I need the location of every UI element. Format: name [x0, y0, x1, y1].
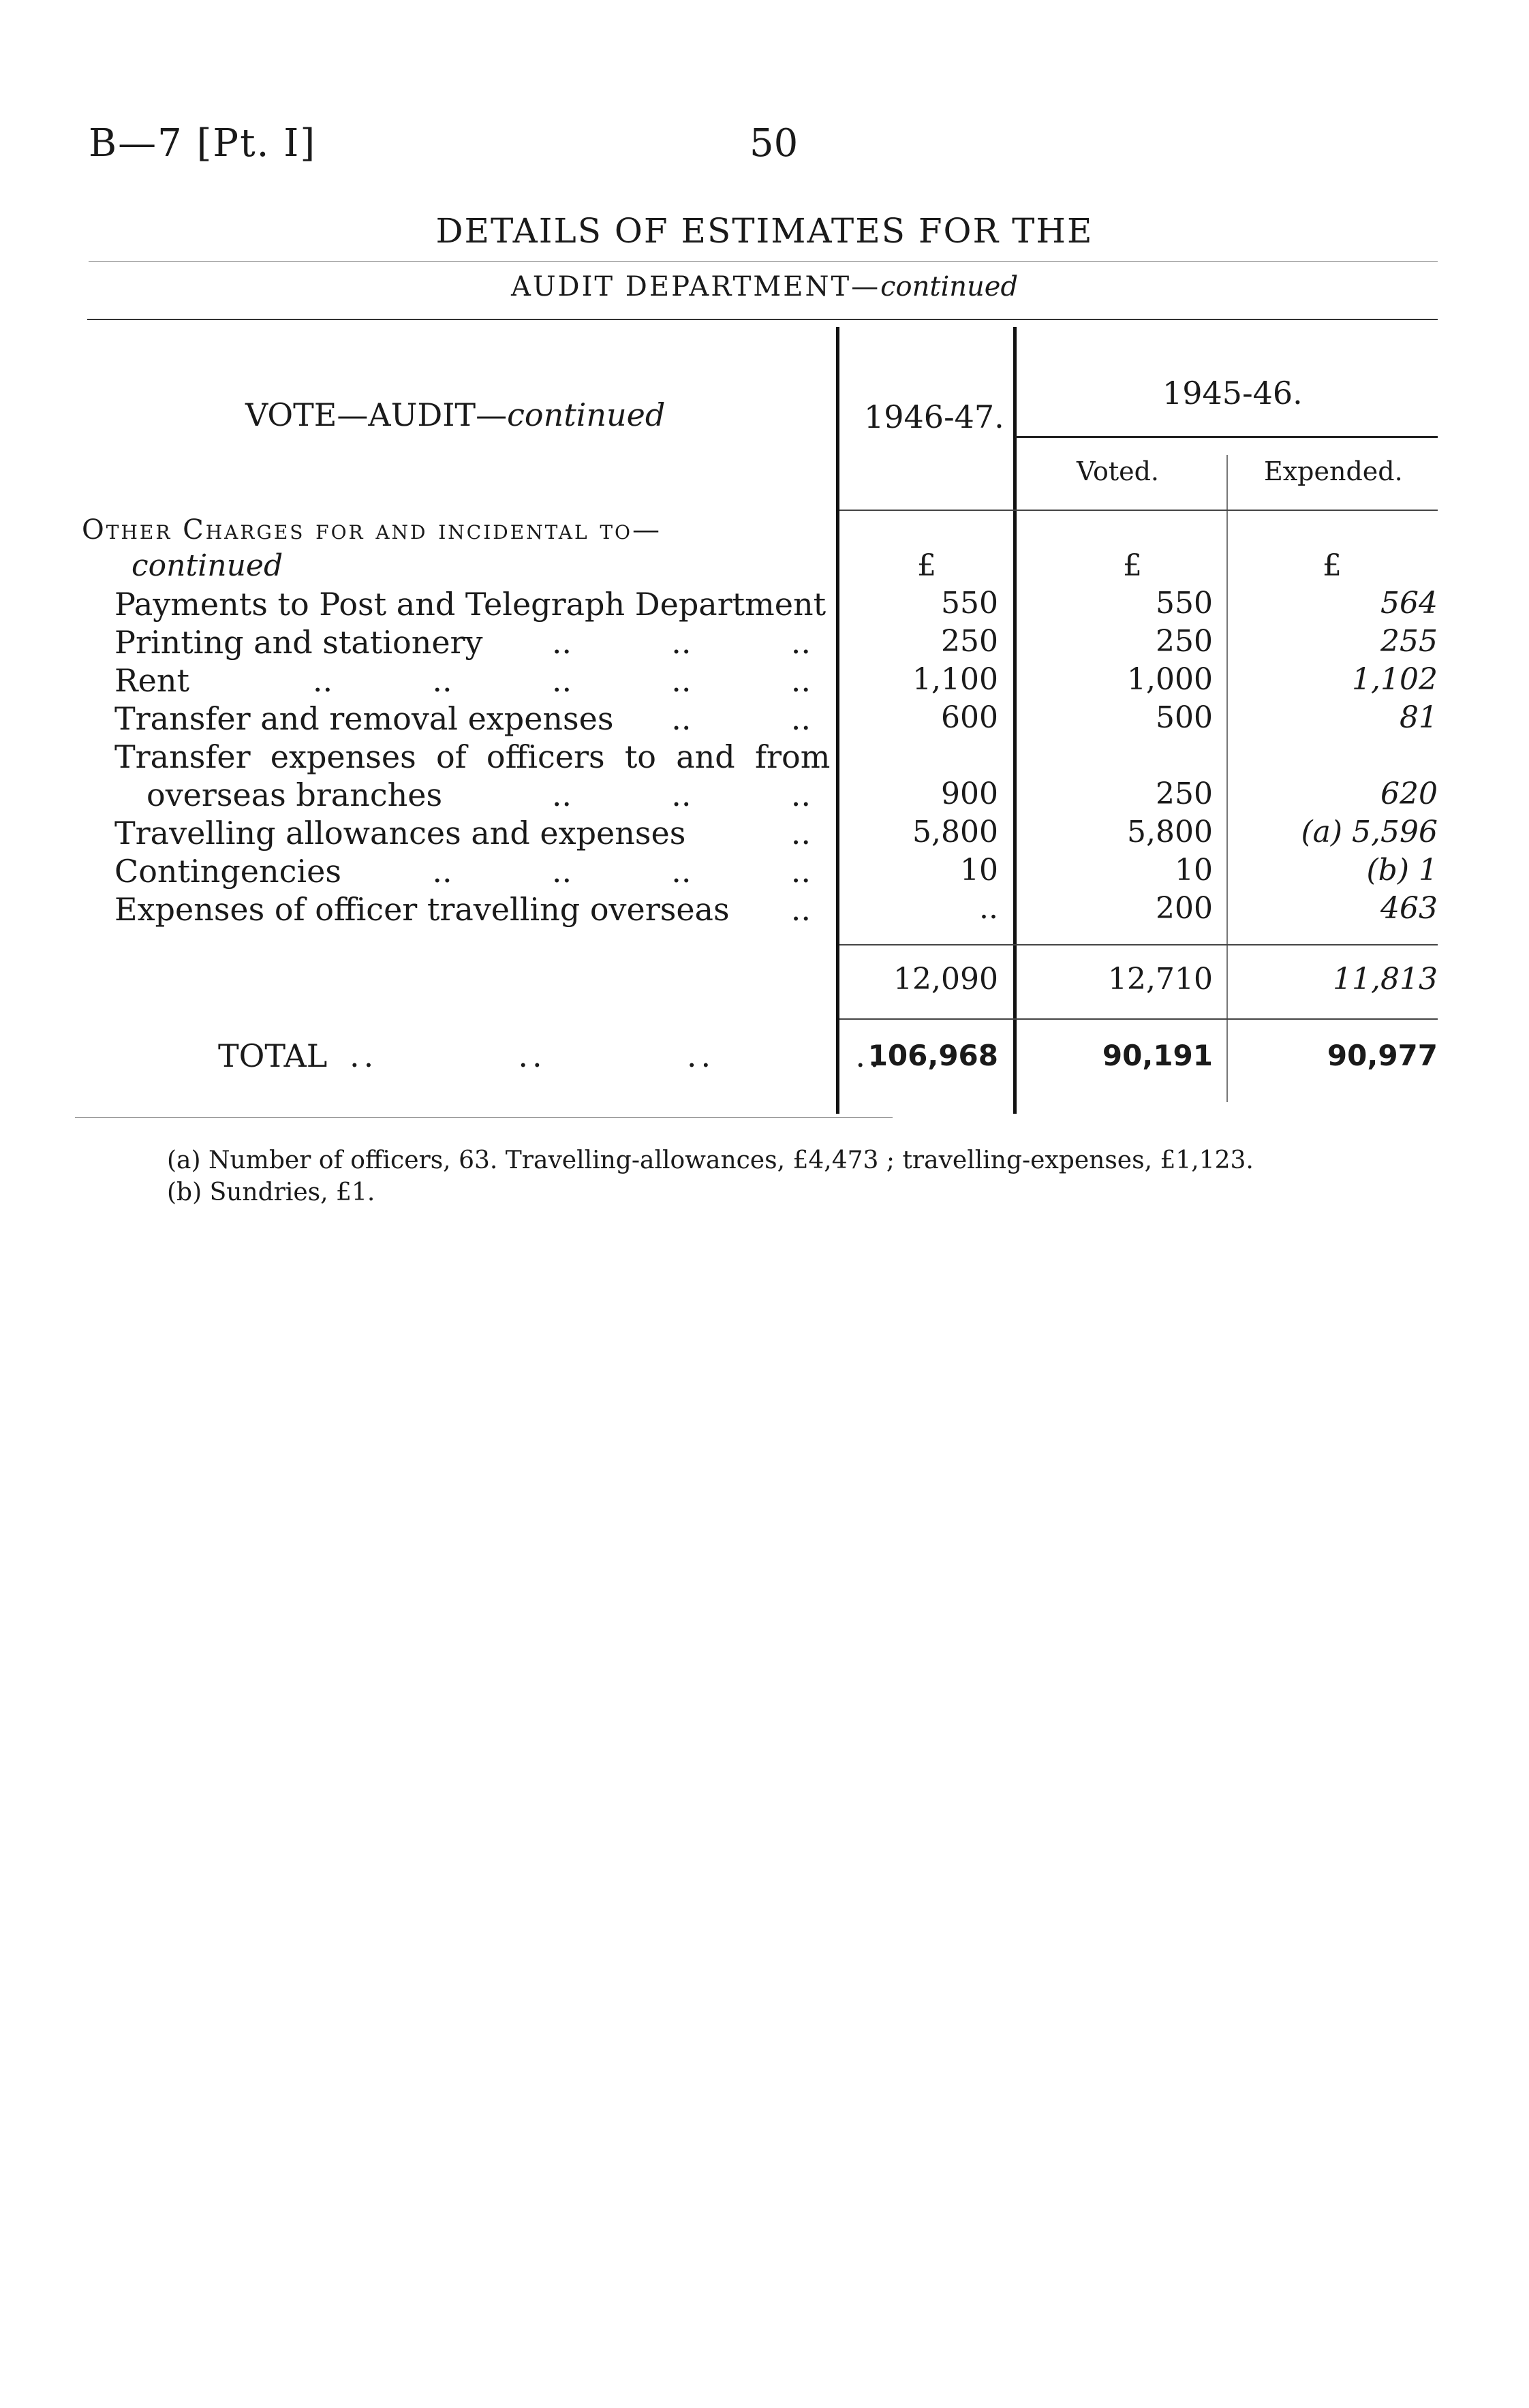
table-bottom-rule: [75, 1117, 893, 1118]
row-leader-dots: .. .. ..: [551, 777, 811, 813]
row-value-expended: (a) 5,596: [1301, 815, 1438, 849]
row-label-text: Payments to Post and Telegraph Department: [114, 586, 827, 623]
page-number: 50: [750, 121, 799, 166]
table-divider-1946: [1013, 327, 1017, 1114]
vote-heading: [245, 396, 665, 433]
column-1946-47: 1946-47.: [864, 398, 1004, 435]
row-value-voted: 250: [1156, 777, 1213, 811]
row-value-expended: 564: [1380, 586, 1438, 621]
vote-heading-main: VOTE—AUDIT—: [245, 396, 508, 433]
row-leader-dots: ..: [790, 815, 811, 851]
document-reference: B—7 [Pt. I]: [89, 121, 317, 166]
row-label: [114, 700, 613, 737]
row-value-voted: 550: [1156, 586, 1213, 621]
table-divider-label: [836, 327, 839, 1114]
row-label: [114, 853, 341, 890]
row-label-text: Transfer and removal expenses: [114, 700, 614, 737]
total-expended: 90,977: [1327, 1039, 1438, 1072]
footnote-a: (a) Number of officers, 63. Travelling-allowances, £4,473 ; travelling-expenses, £1,123.: [167, 1146, 1254, 1174]
page-title: DETAILS OF ESTIMATES FOR THE: [435, 211, 1094, 251]
row-value-1946: 1,100: [912, 662, 998, 697]
row-label-text: overseas branches: [146, 777, 443, 813]
row-label: [114, 586, 826, 623]
row-value-expended: 620: [1380, 777, 1438, 811]
row-value-expended: (b) 1: [1366, 853, 1438, 888]
subtitle-continued: continued: [880, 271, 1019, 302]
row-value-voted: 250: [1156, 624, 1213, 659]
row-label-text: Travelling allowances and expenses: [114, 815, 686, 851]
subtotal-expended: 11,813: [1333, 962, 1438, 997]
row-value-expended: 255: [1380, 624, 1438, 659]
row-value-voted: 5,800: [1127, 815, 1213, 849]
department-subtitle: [0, 271, 1529, 302]
row-value-1946: 550: [941, 586, 998, 621]
row-value-voted: 1,000: [1127, 662, 1213, 697]
subtotal-rule-top: [839, 944, 1438, 945]
row-leader-dots: .. .. .. .. ..: [312, 662, 811, 699]
column-expended: Expended.: [1264, 456, 1403, 486]
row-value-expended: 81: [1400, 700, 1438, 735]
section-heading-continued: continued: [132, 548, 283, 583]
header-rule: [87, 319, 1438, 320]
row-value-1946: 5,800: [912, 815, 998, 849]
row-label-text: Transfer expenses of officers to and from: [114, 738, 831, 775]
row-value-expended: 1,102: [1352, 662, 1438, 697]
row-value-1946: 10: [960, 853, 998, 888]
subtotal-voted: 12,710: [1108, 962, 1213, 997]
row-label: [114, 662, 189, 699]
row-leader-dots: .. .. .. ..: [432, 853, 811, 890]
footnote-b: (b) Sundries, £1.: [167, 1178, 375, 1206]
row-label: [146, 777, 442, 813]
subtotal-1946: 12,090: [893, 962, 998, 997]
row-leader-dots: .. ..: [671, 700, 811, 737]
row-value-1946: ..: [979, 891, 998, 926]
currency-voted: £: [1123, 548, 1142, 583]
total-voted: 90,191: [1102, 1039, 1213, 1072]
total-1946: 106,968: [867, 1039, 998, 1072]
year-rule: [1015, 436, 1438, 438]
row-label: [114, 891, 730, 928]
row-label-text: Expenses of officer travelling overseas: [114, 891, 730, 928]
total-label: [218, 1037, 884, 1074]
row-value-voted: 500: [1156, 700, 1213, 735]
total-leader-dots: .. .. .. ..: [349, 1037, 884, 1074]
row-label-text: Rent: [114, 662, 189, 699]
section-heading: Other Charges for and incidental to—: [82, 514, 662, 546]
row-value-1946: 600: [941, 700, 998, 735]
row-value-voted: 10: [1175, 853, 1213, 888]
row-label-text: Contingencies: [114, 853, 341, 890]
row-value-expended: 463: [1380, 891, 1438, 926]
vote-heading-continued: continued: [507, 396, 666, 433]
table-divider-voted: [1226, 455, 1228, 1102]
currency-1946: £: [917, 548, 936, 583]
row-label: [114, 738, 830, 775]
column-header-rule: [839, 510, 1438, 511]
row-value-1946: 900: [941, 777, 998, 811]
column-1945-46: 1945-46.: [1162, 375, 1303, 411]
column-voted: Voted.: [1077, 456, 1159, 486]
subtotal-rule-bottom: [839, 1018, 1438, 1020]
row-leader-dots: .. .. ..: [551, 624, 811, 661]
row-label-text: Printing and stationery: [114, 624, 483, 661]
row-leader-dots: ..: [790, 891, 811, 928]
total-text: TOTAL: [218, 1037, 328, 1074]
row-label: [114, 815, 685, 851]
row-label: [114, 624, 483, 661]
subtitle-main: AUDIT DEPARTMENT—: [510, 271, 881, 302]
currency-expended: £: [1323, 548, 1342, 583]
row-value-1946: 250: [941, 624, 998, 659]
title-rule: [89, 261, 1438, 262]
row-value-voted: 200: [1156, 891, 1213, 926]
